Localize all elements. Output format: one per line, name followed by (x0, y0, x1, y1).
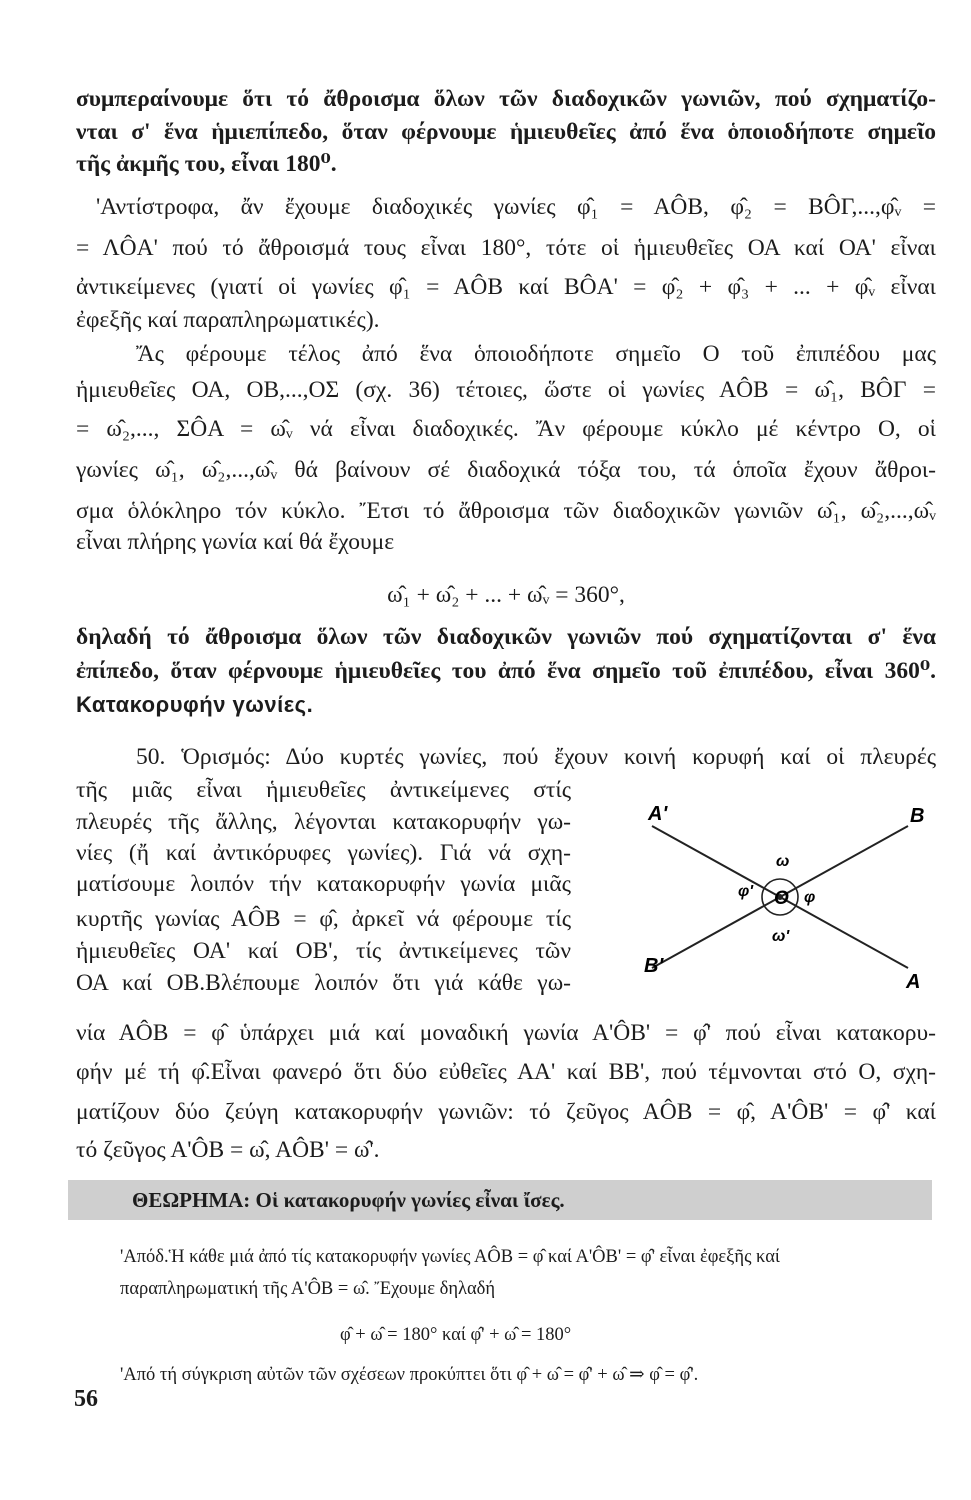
text-line: ἀντικείμενες (γιατί οἱ γωνίες φ̂₁ = ΑÔΒ καί ΒÔΑ' = φ̂₂ + φ̂₃ + ... + φ̂ᵥ εἶναι (76, 274, 936, 300)
text-line: ἡμιευθεῖες ΟΑ' καί ΟΒ', τίς ἀντικείμενες τῶν (76, 938, 571, 964)
text-line (76, 117, 936, 147)
text-line: φήν μέ τή φ̂.Εἶναι φανερό ὅτι δύο εὐθεῖες ΑΑ' καί ΒΒ', πού τέμνονται στό Ο, σχη- (76, 1059, 936, 1085)
text-line: ματίζουν δύο ζεύγη κατακορυφήν γωνιῶν: τό ζεῦγος ΑÔΒ = φ̂, Α'ÔΒ' = φ̂' καί (76, 1099, 936, 1125)
text-line: νία ΑÔΒ = φ̂ ὑπάρχει μιά καί μοναδική γωνία Α'ÔΒ' = φ̂' πού εἶναι κατακορυ- (76, 1020, 936, 1046)
theorem-title: ΘΕΩΡΗΜΑ: Οἱ κατακορυφήν γωνίες εἶναι ἴσες. (132, 1188, 565, 1212)
text-line: τό ζεῦγος Α'ÔΒ = ω̂, ΑÔΒ' = ω̂'. (76, 1137, 380, 1163)
page-number: 56 (74, 1386, 98, 1412)
vertical-angles-figure (638, 800, 938, 1000)
bold-text: συμπεραίνουμε ὅτι τό ἄθροισμα ὅλων τῶν διαδοχικῶν γωνιῶν, πού σχηματίζο- (76, 86, 936, 112)
proof-equation: φ̂ + ω̂ = 180° καί φ̂' + ω̂ = 180° (340, 1325, 572, 1345)
label-omega: ω (776, 853, 790, 870)
text-line: πλευρές τῆς ἄλλης, λέγονται κατακορυφήν γω- (76, 809, 571, 835)
text-line: σμα ὁλόκληρο τόν κύκλο. Ἔτσι τό ἄθροισμα τῶν διαδοχικῶν γωνιῶν ω̂₁, ω̂₂,...,ω̂ᵥ (76, 498, 936, 524)
text-line: εἶναι πλήρης γωνία καί θά ἔχουμε (76, 529, 395, 555)
text-line (76, 656, 936, 686)
text-line: ἐφεξῆς καί παραπληρωματικές). (76, 307, 380, 333)
text-line (76, 149, 936, 179)
text-line: ματίσουμε λοιπόν τήν κατακορυφήν γωνία μιᾶς (76, 871, 571, 897)
label-a: A (906, 971, 921, 993)
label-phi-prime: φ' (738, 883, 754, 900)
section-heading: Κατακορυφήν γωνίες. (76, 692, 314, 717)
text-line: κυρτῆς γωνίας ΑÔΒ = φ̂, ἀρκεῖ νά φέρουμε τίς (76, 906, 571, 932)
bold-text: δηλαδή τό ἄθροισμα ὅλων τῶν διαδοχικῶν γωνιῶν πού σχηματίζονται σ' ἕνα (76, 624, 936, 650)
text-line: = ΛÔΑ' πού τό ἄθροισμά τους εἶναι 180°, τότε οἱ ἡμιευθεῖες ΟΑ καί ΟΑ' εἶναι (76, 235, 936, 261)
proof-line: παραπληρωματική τῆς Α'ÔΒ = ω̂. Ἔχουμε δηλαδή (120, 1279, 496, 1299)
proof-line: 'Απόδ.Ἡ κάθε μιά ἀπό τίς κατακορυφήν γωνίες ΑÔΒ = φ̂ καί Α'ÔΒ' = φ̂' εἶναι ἐφεξῆς καί (120, 1247, 780, 1267)
text-line: ἡμιευθεῖες ΟΑ, ΟΒ,...,ΟΣ (σχ. 36) τέτοιες, ὥστε οἱ γωνίες ΑÔΒ = ω̂₁, ΒÔΓ = (76, 377, 936, 403)
label-b-prime: B' (644, 955, 664, 977)
label-o: O (774, 888, 789, 909)
bold-text: ἐπίπεδο, ὅταν φέρνουμε ἡμιευθεῖες του ἀπό ἕνα σημεῖο τοῦ ἐπιπέδου, εἶναι 360⁰. (76, 658, 936, 684)
text-line: νίες (ἤ καί ἀντικόρυφες γωνίες). Γιά νά σχη- (76, 840, 571, 866)
bold-text: τῆς ἀκμῆς του, εἶναι 180⁰. (76, 151, 337, 177)
text-line: τῆς μιᾶς εἶναι ἡμιευθεῖες ἀντικείμενες στίς (76, 777, 571, 803)
text-line: γωνίες ω̂₁, ω̂₂,...,ω̂ᵥ θά βαίνουν σέ διαδοχικά τόξα του, τά ὁποῖα ἔχουν ἄθροι- (76, 457, 936, 483)
proof-line: 'Από τή σύγκριση αὐτῶν τῶν σχέσεων προκύπτει ὅτι φ̂ + ω̂ = φ̂' + ω̂ ⇒ φ̂ = φ̂'. (120, 1365, 699, 1385)
label-a-prime: A' (648, 803, 668, 825)
text-line: ΟΑ καί ΟΒ.Βλέπουμε λοιπόν ὅτι γιά κάθε γω- (76, 970, 571, 996)
text-line (76, 622, 936, 652)
label-omega-prime: ω' (772, 928, 790, 945)
label-phi: φ (804, 889, 816, 906)
text-line: = ω̂₂,..., ΣÔΑ = ω̂ᵥ νά εἶναι διαδοχικές. Ἄν φέρουμε κύκλο μέ κέντρο Ο, οἱ (76, 416, 936, 442)
label-b: B (910, 805, 925, 827)
text-line: 'Αντίστροφα, ἄν ἔχουμε διαδοχικές γωνίες φ̂₁ = ΑÔΒ, φ̂₂ = ΒÔΓ,...,φ̂ᵥ = (96, 194, 936, 220)
text-line (76, 84, 936, 114)
text-line: Ἄς φέρουμε τέλος ἀπό ἕνα ὁποιοδήποτε σημεῖο Ο τοῦ ἐπιπέδου μας (136, 341, 936, 367)
bold-text: νται σ' ἕνα ἡμιεπίπεδο, ὅταν φέρνουμε ἡμιευθεῖες ἀπό ἕνα ὁποιοδήποτε σημεῖο (76, 119, 936, 145)
text-line: 50. Ὁρισμός: Δύο κυρτές γωνίες, πού ἔχουν κοινή κορυφή καί οἱ πλευρές (136, 744, 936, 770)
equation: ω̂₁ + ω̂₂ + ... + ω̂ᵥ = 360°, (387, 582, 625, 608)
